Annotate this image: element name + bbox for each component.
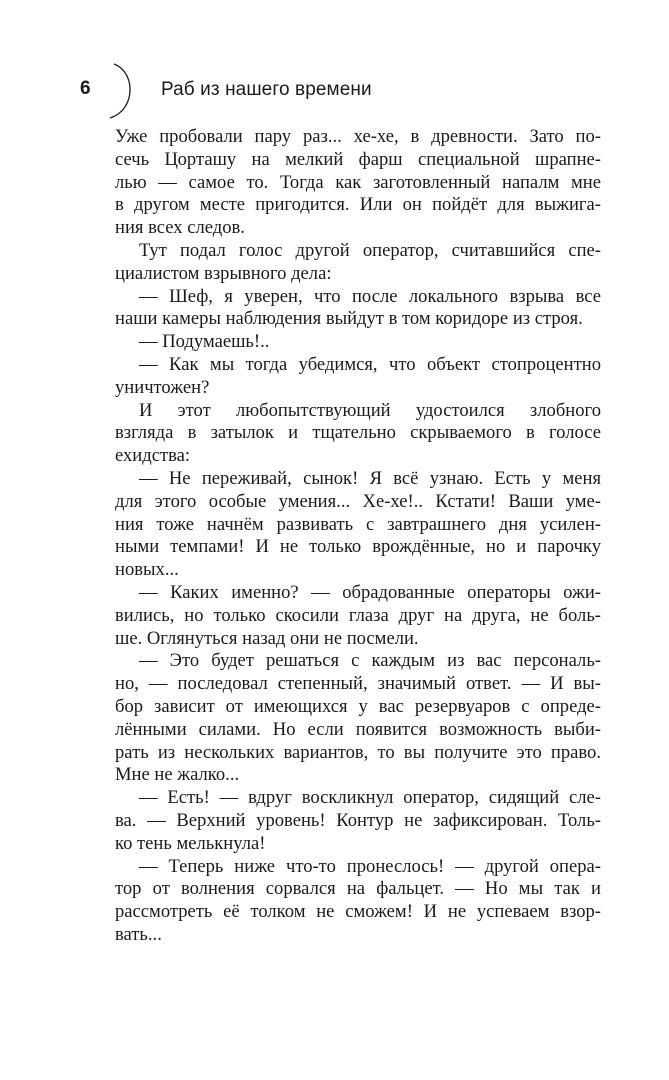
text-line: ными темпами! И не только врождённые, но и парочку (115, 536, 601, 558)
text-line: лью — самое то. Тогда как заготовленный напалм мне (115, 171, 601, 193)
text-line: взгляда в затылок и тщательно скрываемого в голосе (115, 422, 601, 444)
text-line: — Как мы тогда убедимся, что объект стопроцентно (139, 353, 601, 375)
text-line: — Теперь ниже что-то пронеслось! — другой опера- (139, 855, 601, 877)
text-line: Уже пробовали пару раз... хе-хе, в древности. Зато по- (115, 126, 601, 147)
text-line: — Не переживай, сынок! Я всё узнаю. Есть у меня (139, 467, 601, 489)
text-line: ехидства: (115, 445, 191, 467)
text-line: — Подумаешь!.. (139, 331, 270, 353)
text-line: для этого особые умения... Хе-хе!.. Кстати! Ваши уме- (115, 490, 601, 512)
running-title: Раб из нашего времени (161, 79, 372, 100)
text-line: циалистом взрывного дела: (115, 262, 332, 284)
text-line: ше. Оглянуться назад они не посмели. (115, 627, 419, 649)
text-line: сечь Цорташу на мелкий фарш специальной шрапне- (115, 148, 601, 170)
text-line: И этот любопытствующий удостоился злобного (139, 399, 601, 421)
text-line: — Есть! — вдруг воскликнул оператор, сидящий сле- (139, 787, 601, 809)
text-line: — Шеф, я уверен, что после локального взрыва все (139, 285, 601, 307)
body-text (115, 126, 601, 947)
text-line: ва. — Верхний уровень! Контур не зафиксирован. Толь- (115, 809, 601, 831)
text-line: тор от волнения сорвался на фальцет. — Но мы так и (115, 878, 601, 900)
text-line: — Каких именно? — обрадованные операторы ожи- (139, 581, 601, 603)
text-line: но, — последовал степенный, значимый ответ. — И вы- (115, 673, 601, 695)
text-line: Тут подал голос другой оператор, считавшийся спе- (139, 239, 601, 261)
header-arc-ornament (100, 62, 140, 122)
text-line: наши камеры наблюдения выйдут в том коридоре из строя. (115, 308, 583, 330)
text-line: вать... (115, 923, 162, 945)
text-line: вились, но только скосили глаза друг на друга, не боль- (115, 604, 601, 626)
page-header (0, 62, 669, 122)
text-line: лёнными силами. Но если появится возможность выби- (115, 718, 601, 740)
text-line: ния тоже начнём развивать с завтрашнего дня усилен- (115, 513, 601, 535)
text-line: Мне не жалко... (115, 764, 240, 786)
text-line: бор зависит от имеющихся у вас резервуаров с опреде- (115, 695, 601, 717)
text-line: ко тень мелькнула! (115, 832, 266, 854)
text-line: рать из нескольких вариантов, то вы получите это право. (115, 741, 601, 763)
text-line: новых... (115, 559, 179, 581)
text-line: рассмотреть её толком не сможем! И не успеваем взор- (115, 901, 601, 923)
text-line: ния всех следов. (115, 217, 245, 239)
text-line: в другом месте пригодится. Или он пойдёт для выжига- (115, 194, 601, 216)
text-line: — Это будет решаться с каждым из вас персональ- (139, 650, 601, 672)
text-line: уничтожен? (115, 376, 210, 398)
page-number: 6 (80, 78, 91, 99)
